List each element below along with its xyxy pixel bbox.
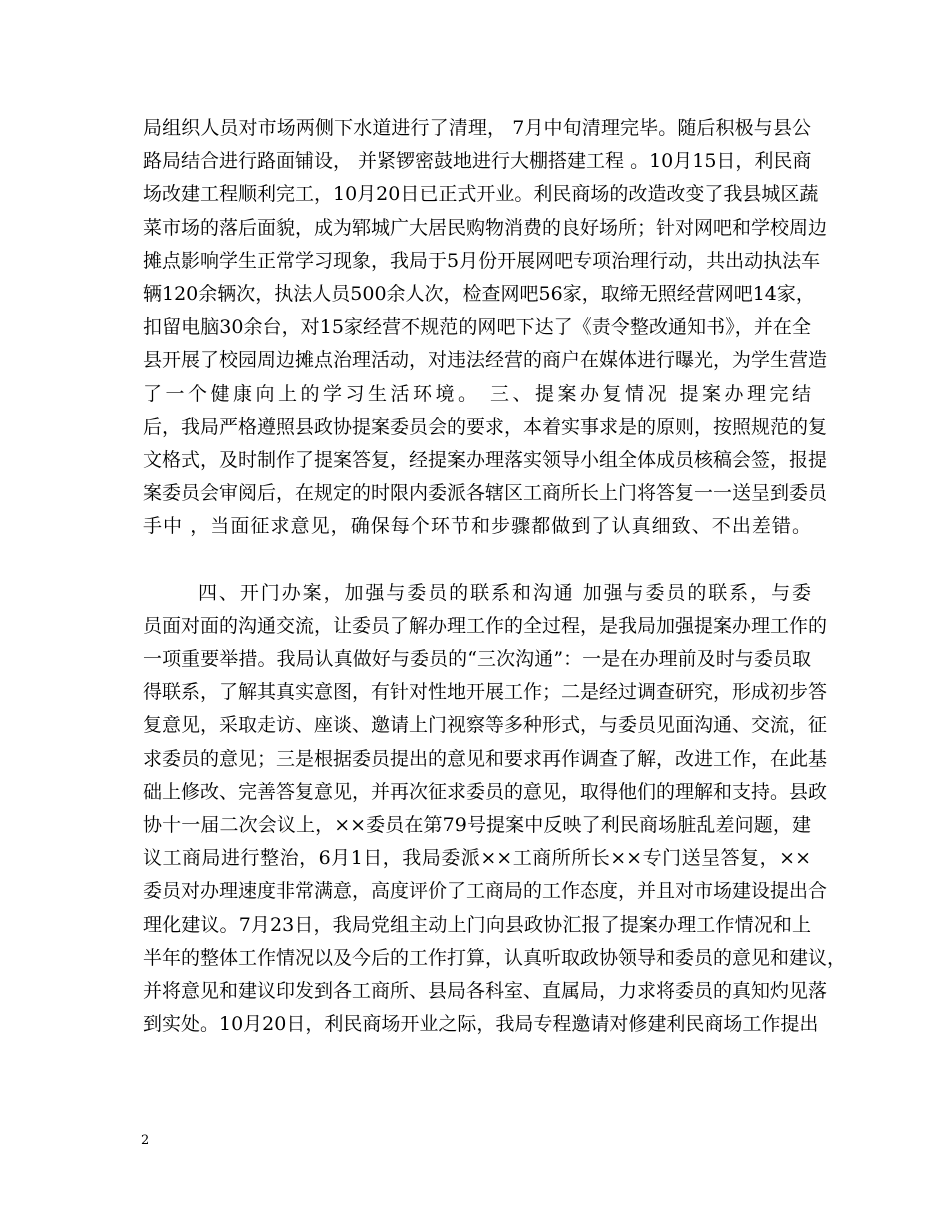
text-line-6: 辆120余辆次，执法人员500余人次，检查网吧56家，取缔无照经营网吧14家，: [143, 282, 815, 305]
text-line-1: 局组织人员对市场两侧下水道进行了清理， 7月中旬清理完毕。随后积极与县公: [143, 117, 811, 139]
text-line-27: 到实处。10月20日，利民商场开业之际，我局专程邀请对修建利民商场工作提出: [143, 1013, 819, 1036]
text-line-26: 并将意见和建议印发到各工商所、县局各科室、直属局，力求将委员的真知灼见落: [143, 979, 828, 1002]
paragraph-gap: [143, 543, 811, 576]
text-line-24: 理化建议。7月23日，我局党组主动上门向县政协汇报了提案办理工作情况和上: [143, 913, 811, 936]
section-heading-line: 四、开门办案，加强与委员的联系和沟通 加强与委员的联系，与委: [198, 581, 811, 604]
text-line-21: 协十一届二次会议上，××委员在第79号提案中反映了利民商场脏乱差问题，建: [143, 813, 811, 836]
text-line-12: 案委员会审阅后，在规定的时限内委派各辖区工商所长上门将答复一一送呈到委员: [143, 482, 828, 505]
text-line-5: 摊点影响学生正常学习现象，我局于5月份开展网吧专项治理行动，共出动执法车: [143, 249, 821, 272]
text-line-20: 础上修改、完善答复意见，并再次征求委员的意见，取得他们的理解和支持。县政: [143, 780, 828, 803]
document-body: [143, 112, 847, 1041]
page-number: 2: [141, 1133, 150, 1148]
text-line-22: 议工商局进行整治，6月1日，我局委派××工商所所长××专门送呈答复，××: [143, 847, 811, 870]
text-line-17: 得联系，了解其真实意图，有针对性地开展工作；二是经过调查研究，形成初步答: [143, 681, 828, 704]
text-line-18: 复意见，采取走访、座谈、邀请上门视察等多种形式，与委员见面沟通、交流，征: [143, 714, 828, 737]
text-line-7: 扣留电脑30余台，对15家经营不规范的网吧下达了《责令整改通知书》，并在全: [143, 316, 811, 339]
text-line-15: 员面对面的沟通交流，让委员了解办理工作的全过程，是我局加强提案办理工作的: [143, 614, 828, 637]
text-line-3: 场改建工程顺利完工，10月20日已正式开业。利民商场的改造改变了我县城区蔬: [143, 183, 819, 206]
text-line-11: 文格式，及时制作了提案答复，经提案办理落实领导小组全体成员核稿会签，报提: [143, 448, 828, 471]
text-line-9: 了一个健康向上的学习生活环境。 三、提案办复情况 提案办理完结: [143, 382, 811, 405]
text-line-23: 委员对办理速度非常满意，高度评价了工商局的工作态度，并且对市场建设提出合: [143, 880, 828, 903]
text-line-4: 菜市场的落后面貌，成为郓城广大居民购物消费的良好场所；针对网吧和学校周边: [143, 216, 828, 239]
text-line-25: 半年的整体工作情况以及今后的工作打算，认真听取政协领导和委员的意见和建议，: [143, 946, 847, 969]
text-line-10: 后，我局严格遵照县政协提案委员会的要求，本着实事求是的原则，按照规范的复: [143, 415, 828, 438]
text-line-2: 路局结合进行路面铺设， 并紧锣密鼓地进行大棚搭建工程 。10月15日，利民商: [143, 150, 812, 173]
text-line-19: 求委员的意见；三是根据委员提出的意见和要求再作调查了解，改进工作，在此基: [143, 747, 828, 770]
text-line-8: 县开展了校园周边摊点治理活动，对违法经营的商户在媒体进行曝光，为学生营造: [143, 349, 828, 372]
text-line-16: 一项重要举措。我局认真做好与委员的“三次沟通”：一是在办理前及时与委员取: [143, 648, 811, 670]
text-line-13: 手中 ，当面征求意见，确保每个环节和步骤都做到了认真细致、不出差错。: [143, 515, 811, 538]
